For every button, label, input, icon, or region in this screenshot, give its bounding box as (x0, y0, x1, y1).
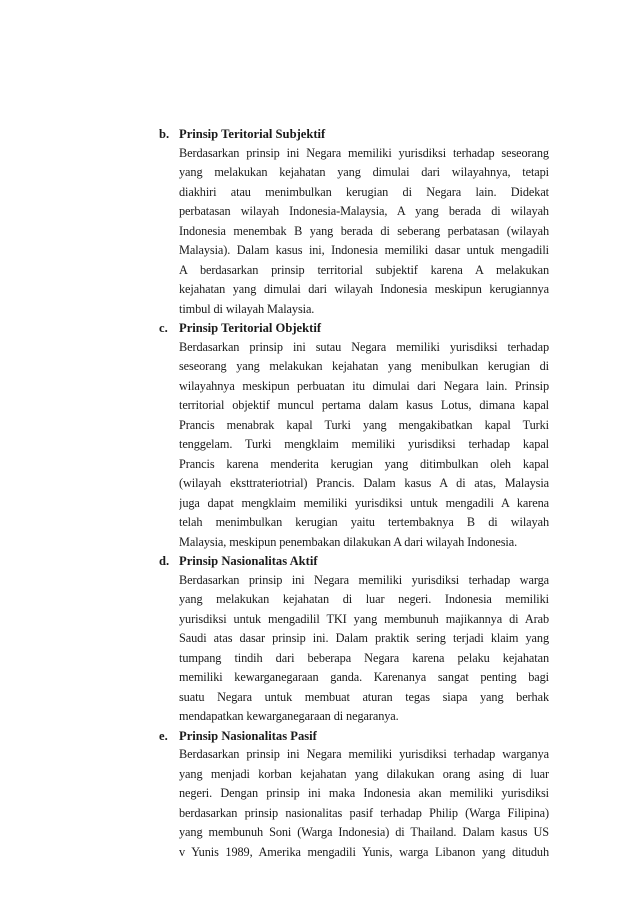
paragraph-line: yang menjadi korban kejahatan yang dilakukan orang asing di luar (179, 766, 549, 781)
section-body (179, 144, 549, 320)
paragraph-line: tenggelam. Turki mengklaim memiliki yurisdiksi terhadap kapal (179, 437, 549, 452)
paragraph-line: Saudi atas dasar prinsip ini. Dalam praktik sering terjadi klaim yang (179, 631, 549, 646)
section-body (179, 571, 549, 727)
paragraph-line: telah menimbulkan kerugian yaitu tertembaknya B di wilayah (179, 515, 549, 530)
section-heading (159, 552, 549, 571)
paragraph-line: Prancis menabrak kapal Turki yang mengakibatkan kapal Turki (179, 417, 549, 432)
paragraph-line: negeri. Dengan prinsip ini maka Indonesia akan memiliki yurisdiksi (179, 786, 549, 801)
paragraph-line: juga dapat mengklaim memiliki yurisdiksi untuk mengadili A karena (179, 495, 549, 510)
paragraph-line: timbul di wilayah Malaysia. (179, 301, 315, 316)
section-body (179, 745, 549, 862)
paragraph-line: A berdasarkan prinsip territorial subjektif karena A melakukan (179, 262, 549, 277)
paragraph-line: suatu Negara untuk membuat aturan tegas siapa yang berhak (179, 689, 549, 704)
section-body (179, 338, 549, 553)
paragraph-line: Berdasarkan prinsip ini sutau Negara memiliki yurisdiksi terhadap (179, 339, 549, 354)
paragraph-line: perbatasan wilayah Indonesia-Malaysia, A yang berada di wilayah (179, 204, 549, 219)
paragraph-line: Prancis karena menderita kerugian yang ditimbulkan oleh kapal (179, 456, 549, 471)
section-label: b. (159, 127, 170, 141)
paragraph-line: Malaysia, meskipun penembakan dilakukan A dari wilayah Indonesia. (179, 534, 518, 549)
page-content (159, 125, 549, 862)
section-nasionalitas-aktif (159, 552, 549, 727)
section-teritorial-subjektif (159, 125, 549, 319)
paragraph-line: yurisdiksi untuk mengadilil TKI yang membunuh majikannya di Arab (179, 611, 549, 626)
paragraph-line: berdasarkan prinsip nasionalitas pasif terhadap Philip (Warga Filipina) (179, 805, 549, 820)
paragraph-line: kejahatan yang dimulai dari wilayah Indonesia meskipun kerugiannya (179, 282, 549, 297)
paragraph-line: wilayahnya meskipun perbuatan itu dimulai dari Negara lain. Prinsip (179, 378, 549, 393)
paragraph-line: yang melakukan kejahatan di luar negeri. Indonesia memiliki (179, 592, 549, 607)
section-title: Prinsip Teritorial Subjektif (179, 127, 326, 141)
paragraph-line: Malaysia). Dalam kasus ini, Indonesia memiliki dasar untuk mengadili (179, 243, 549, 258)
paragraph-line: mendapatkan kewarganegaraan di negaranya. (179, 709, 399, 724)
paragraph-line: memiliki kewarganegaraan ganda. Karenanya sangat penting bagi (179, 670, 549, 685)
paragraph-line: (wilayah eksttrateriotrial) Prancis. Dalam kasus A di atas, Malaysia (179, 476, 549, 491)
paragraph-line: territorial objektif muncul pertama dalam kasus Lotus, dimana kapal (179, 398, 549, 413)
section-heading (159, 727, 549, 746)
paragraph-line: tumpang tindih dari beberapa Negara karena pelaku kejahatan (179, 650, 549, 665)
paragraph-line: yang melakukan kejahatan yang dimulai dari wilayahnya, tetapi (179, 165, 549, 180)
section-label: d. (159, 554, 170, 569)
paragraph-line: Berdasarkan prinsip ini Negara memiliki yurisdiksi terhadap warganya (179, 747, 549, 762)
section-title: Prinsip Teritorial Objektif (179, 321, 322, 336)
paragraph-line: seseorang yang melakukan kejahatan yang menibulkan kerugian di (179, 359, 549, 374)
section-teritorial-objektif (159, 319, 549, 552)
paragraph-line: diakhiri atau menimbulkan kerugian di Negara lain. Didekat (179, 184, 549, 199)
section-label: c. (159, 321, 168, 336)
paragraph-line: Berdasarkan prinsip ini Negara memiliki yurisdiksi terhadap seseorang (179, 145, 549, 160)
section-nasionalitas-pasif (159, 727, 549, 863)
section-heading (159, 319, 549, 338)
section-title: Prinsip Nasionalitas Pasif (179, 728, 317, 743)
paragraph-line: yang membunuh Soni (Warga Indonesia) di Thailand. Dalam kasus US (179, 825, 549, 840)
paragraph-line: Berdasarkan prinsip ini Negara memiliki yurisdiksi terhadap warga (179, 572, 549, 587)
paragraph-line: v Yunis 1989, Amerika mengadili Yunis, warga Libanon yang dituduh (179, 844, 549, 859)
section-heading (159, 125, 549, 144)
section-label: e. (159, 728, 168, 743)
section-title: Prinsip Nasionalitas Aktif (179, 554, 318, 569)
paragraph-line: Indonesia menembak B yang berada di seberang perbatasan (wilayah (179, 223, 549, 238)
